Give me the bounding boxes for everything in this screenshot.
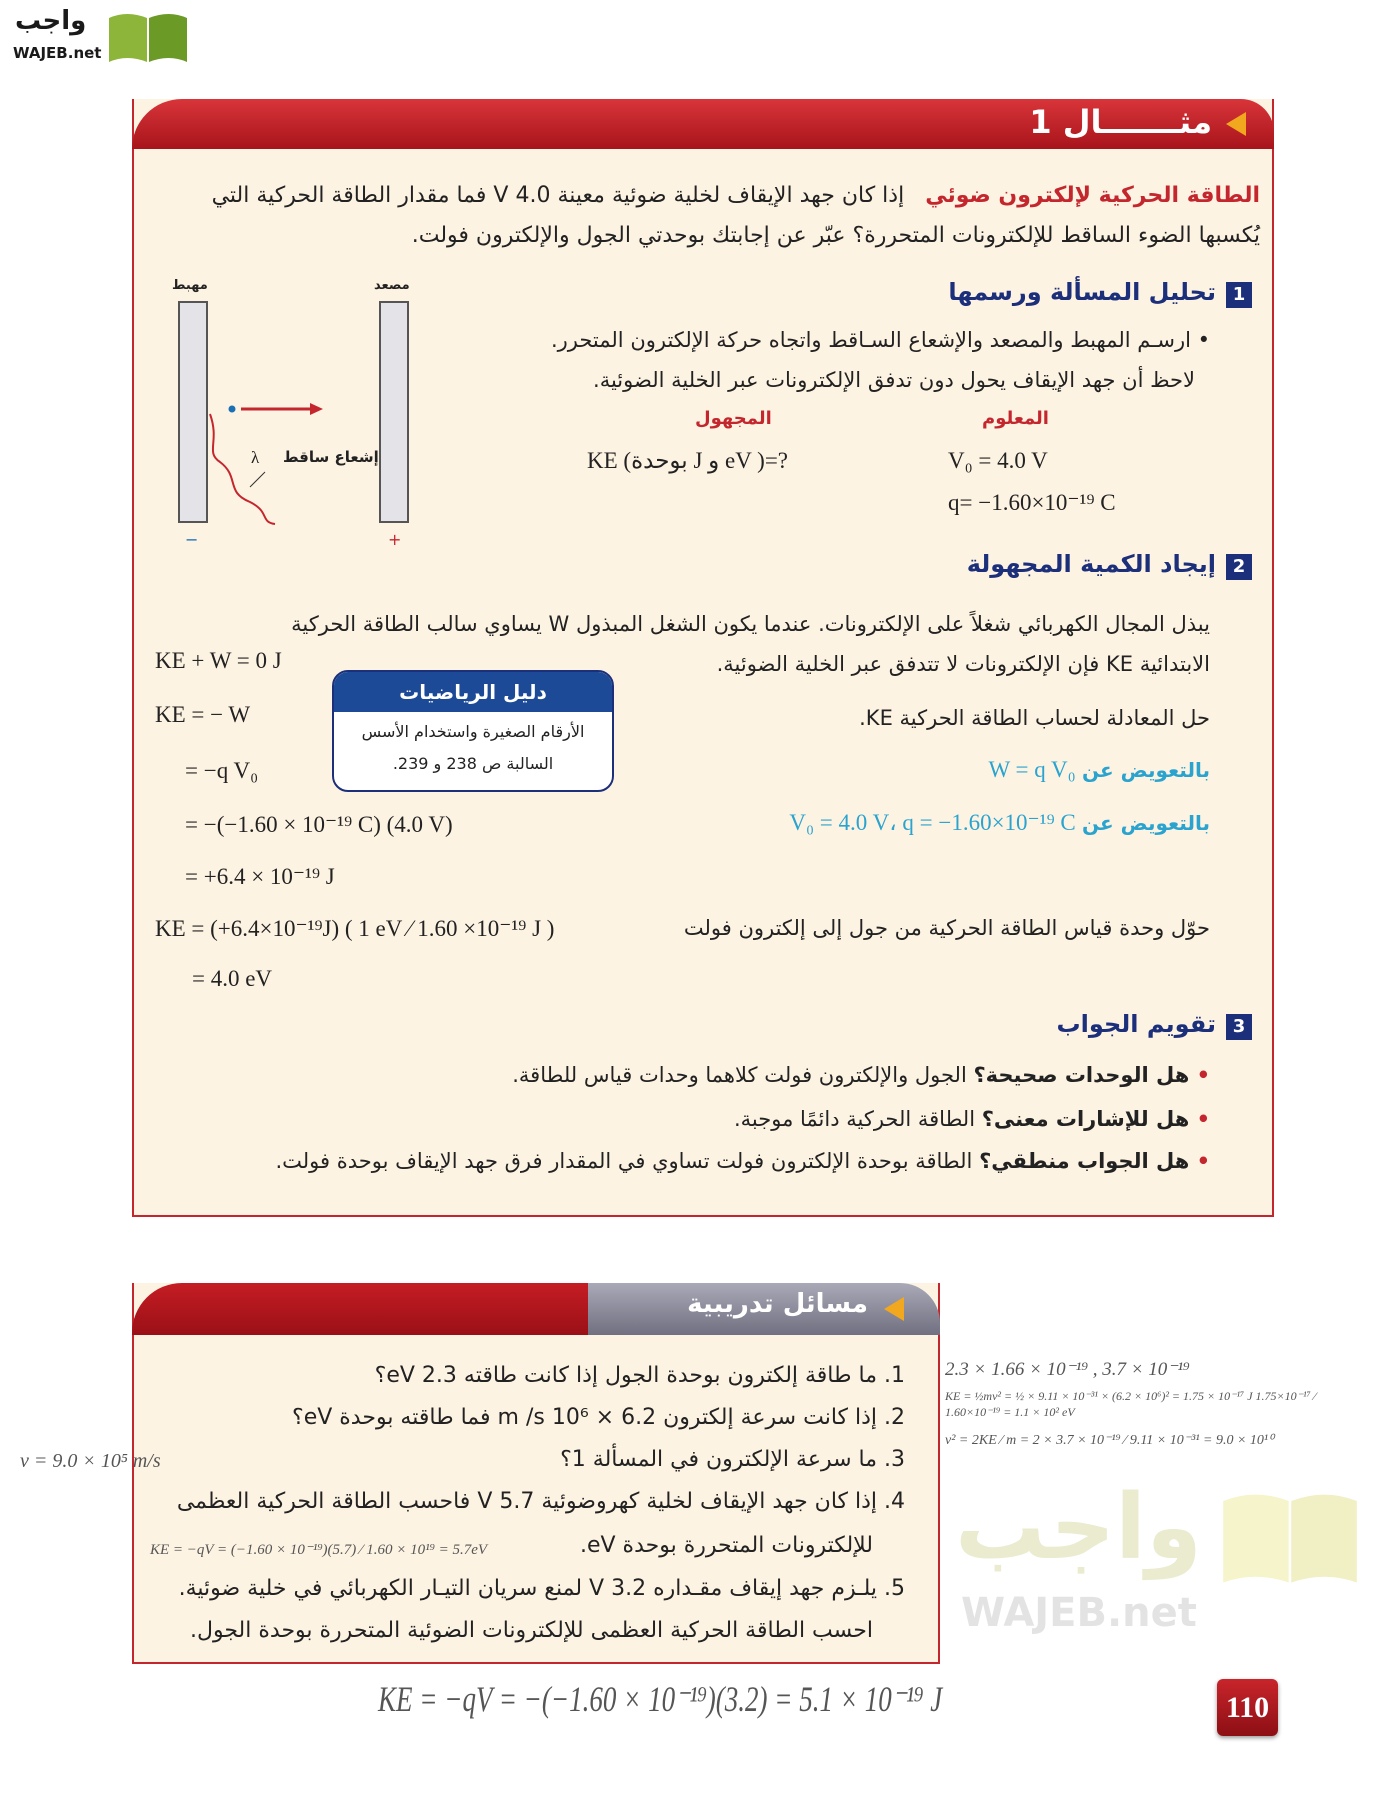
step1-title: تحليل المسألة ورسمها <box>948 278 1216 306</box>
sub2-label: بالتعويض عن <box>1082 811 1210 835</box>
sub2-eq: V₀ = 4.0 V، q = −1.60×10⁻¹⁹ C <box>789 810 1076 835</box>
check-answer: الطاقة بوحدة الإلكترون فولت تساوي في المقدار فرق جهد الإيقاف بوحدة فولت. <box>275 1149 980 1173</box>
practice-question-4: 4. إذا كان جهد الإيقاف لخلية كهروضوئية 5.7 V فاحسب الطاقة الحركية العظمى <box>176 1489 905 1514</box>
annotation-answer-2: KE = ½mv² = ½ × 9.11 × 10⁻³¹ × (6.2 × 10⁶)² = 1.75 × 10⁻¹⁷ J 1.75×10⁻¹⁷ ⁄ 1.60×10⁻¹⁹ = 1.1 × 10² eV <box>945 1389 1316 1419</box>
practice-question-2: 2. إذا كانت سرعة إلكترون 6.2 × 10⁶ m /s فما طاقته بوحدة eV؟ <box>292 1405 905 1430</box>
known-label: المعلوم <box>982 408 1049 429</box>
eq-line: KE = − W <box>155 702 251 727</box>
eq-line: = +6.4 × 10⁻¹⁹ J <box>185 864 335 889</box>
book-icon <box>107 10 189 64</box>
triangle-icon <box>884 1297 904 1321</box>
logo-arabic: واجب <box>15 6 87 36</box>
logo-latin: WAJEB.net <box>13 44 102 62</box>
unknown-label: المجهول <box>695 408 772 429</box>
math-handbook-title: دليل الرياضيات <box>334 672 612 712</box>
math-handbook-line2: السالبة ص 238 و 239. <box>392 754 554 773</box>
step1-heading <box>948 278 1252 308</box>
practice-title: مسائل تدريبية <box>687 1289 868 1319</box>
problem-text: إذا كان جهد الإيقاف لخلية ضوئية معينة 4.0 V فما مقدار الطاقة الحركية التي يُكسبها الضوء الساقط للإلكترونات المتحررة؟ عبّر عن إجابتك بوحدتي الجول والإلكترون فولت. <box>211 183 1260 248</box>
step1-number: 1 <box>1226 282 1252 308</box>
step2-heading <box>967 550 1252 580</box>
check-item: • هل للإشارات معنى؟ الطاقة الحركية دائمًا موجبة. <box>733 1107 1210 1131</box>
practice-question-1: 1. ما طاقة إلكترون بوحدة الجول إذا كانت طاقته 2.3 eV؟ <box>374 1363 905 1388</box>
eq-line: = −q V₀ <box>185 758 259 783</box>
eq-line: = 4.0 eV <box>192 966 273 991</box>
annotation-answer-5: KE = −qV = −(−1.60 × 10⁻¹⁹)(3.2) = 5.1 × 10⁻¹⁹ J <box>378 1679 943 1719</box>
check-item: • هل الوحدات صحيحة؟ الجول والإلكترون فولت كلاهما وحدات قياس للطاقة. <box>512 1063 1210 1087</box>
known-charge: q= −1.60×10⁻¹⁹ C <box>948 490 1116 515</box>
step3-heading <box>1057 1010 1252 1040</box>
watermark-latin: WAJEB.net <box>961 1590 1197 1636</box>
practice-question-4-cont: للإلكترونات المتحررة بوحدة eV. <box>579 1533 873 1558</box>
step2-line2: الابتدائية KE فإن الإلكترونات لا تتدفق عبر الخلية الضوئية. <box>716 652 1210 676</box>
check-item: • هل الجواب منطقي؟ الطاقة بوحدة الإلكترون فولت تساوي في المقدار فرق جهد الإيقاف بوحدة فولت. <box>275 1149 1210 1173</box>
check-question: هل للإشارات معنى؟ <box>981 1107 1190 1131</box>
step3-number: 3 <box>1226 1014 1252 1040</box>
photocell-diagram <box>165 272 430 557</box>
incident-radiation-label: إشعاع ساقط <box>283 448 379 466</box>
substitution-2 <box>610 810 1210 836</box>
step2-number: 2 <box>1226 554 1252 580</box>
minus-sign: − <box>185 530 199 549</box>
wajeb-watermark <box>955 1475 1365 1668</box>
unknown-ke: KE (بوحدة J و eV )=? <box>587 448 789 473</box>
watermark-arabic: واجب <box>955 1475 1202 1580</box>
eq-line: = −(−1.60 × 10⁻¹⁹ C) (4.0 V) <box>185 812 453 837</box>
example-title: مثـــــــال 1 <box>1029 103 1212 141</box>
wajeb-logo <box>11 6 191 66</box>
step2-convert: حوّل وحدة قياس الطاقة الحركية من جول إلى إلكترون فولت <box>683 916 1210 940</box>
annotation-velocity: v = 9.0 × 10⁵ m/s <box>20 1450 161 1472</box>
eq-line: KE + W = 0 J <box>155 648 282 673</box>
practice-question-5: 5. يلـزم جهد إيقاف مقـداره 3.2 V لمنع سريان التيـار الكهربائي في خلية ضوئية. <box>178 1576 905 1601</box>
math-handbook-line1: الأرقام الصغيرة واستخدام الأسس <box>361 722 585 741</box>
plus-sign: + <box>388 530 402 549</box>
watermark-book-icon <box>1220 1486 1360 1586</box>
check-answer: الجول والإلكترون فولت كلاهما وحدات قياس للطاقة. <box>512 1063 974 1087</box>
step3-title: تقويم الجواب <box>1056 1010 1216 1038</box>
sub1-eq: W = q V₀ <box>988 757 1076 782</box>
annotation-answer-4: KE = −qV = (−1.60 × 10⁻¹⁹)(5.7) ⁄ 1.60 × 10¹⁹ = 5.7eV <box>150 1542 488 1558</box>
substitution-1 <box>670 757 1210 783</box>
triangle-icon <box>1226 112 1246 136</box>
problem-label: الطاقة الحركية لإلكترون ضوئي <box>925 183 1260 208</box>
check-question: هل الجواب منطقي؟ <box>979 1149 1190 1173</box>
practice-question-5-cont: احسب الطاقة الحركية العظمى للإلكترونات الضوئية المتحررة بوحدة الجول. <box>190 1618 873 1643</box>
math-handbook-box[interactable] <box>332 670 614 792</box>
problem-statement <box>155 176 1260 256</box>
step2-solve: حل المعادلة لحساب الطاقة الحركية KE. <box>859 706 1210 730</box>
practice-header <box>132 1283 940 1335</box>
check-question: هل الوحدات صحيحة؟ <box>973 1063 1190 1087</box>
page-number: 110 <box>1217 1679 1278 1736</box>
annotation-answer-1: 2.3 × 1.66 × 10⁻¹⁹ , 3.7 × 10⁻¹⁹ <box>945 1359 1190 1380</box>
annotation-answer-3: v² = 2KE ⁄ m = 2 × 3.7 × 10⁻¹⁹ ⁄ 9.11 × 10⁻³¹ = 9.0 × 10¹⁰ <box>945 1433 1274 1448</box>
known-voltage: V₀ = 4.0 V <box>948 448 1048 473</box>
check-answer: الطاقة الحركية دائمًا موجبة. <box>733 1107 982 1131</box>
cathode-label: مهبط <box>172 278 208 293</box>
anode-label: مصعد <box>374 278 410 293</box>
sub1-label: بالتعويض عن <box>1082 758 1210 782</box>
example-header <box>132 99 1274 149</box>
eq-line: KE = (+6.4×10⁻¹⁹J) ( 1 eV ⁄ 1.60 ×10⁻¹⁹ J ) <box>155 916 555 941</box>
lambda-label: λ <box>251 448 260 467</box>
step2-title: إيجاد الكمية المجهولة <box>966 550 1216 578</box>
step1-line2: لاحظ أن جهد الإيقاف يحول دون تدفق الإلكترونات عبر الخلية الضوئية. <box>593 368 1195 392</box>
step1-line1: • ارسـم المهبط والمصعد والإشعاع السـاقط واتجاه حركة الإلكترون المتحرر. <box>550 328 1210 352</box>
practice-question-3: 3. ما سرعة الإلكترون في المسألة 1؟ <box>560 1447 905 1472</box>
step2-line1: يبذل المجال الكهربائي شغلاً على الإلكترونات. عندما يكون الشغل المبذول W يساوي سالب الطاقة الحركية <box>291 612 1210 636</box>
